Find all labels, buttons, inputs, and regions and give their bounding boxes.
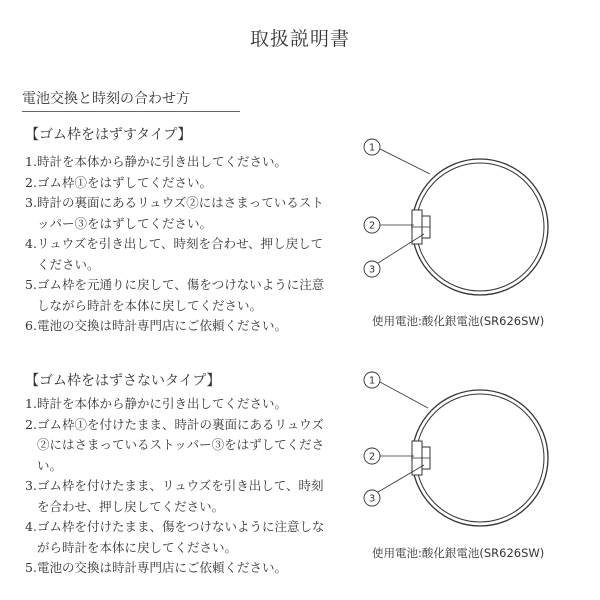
- step-text: ゴム枠を付けたまま、リュウズを引き出して、時刻を合わせ、押し戻してください。: [36, 478, 324, 514]
- step-number: 5.: [25, 560, 37, 575]
- list-item: [25, 558, 325, 579]
- crown-stopper: [412, 210, 430, 244]
- watch-outer-ring: [412, 159, 548, 295]
- step-text: リュウズを引き出して、時刻を合わせ、押し戻してください。: [36, 236, 324, 272]
- list-item: [25, 476, 325, 517]
- step-number: 2.: [25, 416, 37, 432]
- callout-2: [364, 448, 414, 464]
- step-text: ゴム枠①を付けたまま、時計の裏面にあるリュウズ②にはさまっているストッパー③をはずしてください。: [36, 416, 325, 473]
- battery-caption-b: 使用電池:酸化銀電池(SR626SW): [372, 546, 545, 560]
- watch-diagram-a: [362, 132, 562, 292]
- list-item: [25, 152, 325, 173]
- step-number: 6.: [25, 318, 37, 333]
- step-number: 4.: [25, 519, 37, 534]
- step-number: 5.: [25, 277, 37, 292]
- list-item: [25, 517, 325, 558]
- type-b-steps: [25, 394, 325, 579]
- list-item: [25, 316, 325, 337]
- callout-2: [364, 217, 414, 233]
- step-number: 1.: [25, 154, 37, 169]
- callout-1: [364, 139, 430, 174]
- step-number: 4.: [25, 236, 37, 251]
- step-text: ゴム枠①をはずしてください。: [36, 174, 212, 190]
- callout-1-label: 1: [368, 142, 376, 154]
- watch-outer-ring: [412, 390, 548, 526]
- list-item: [25, 234, 325, 275]
- type-a-heading: 【ゴム枠をはずすタイプ】: [25, 127, 192, 143]
- callout-2-label: 2: [368, 220, 376, 232]
- crown-stopper: [412, 441, 430, 475]
- list-item: [25, 415, 325, 477]
- callout-2-label: 2: [368, 451, 376, 463]
- step-number: 3.: [25, 478, 37, 493]
- list-item: [25, 193, 325, 234]
- battery-caption-a: 使用電池:酸化銀電池(SR626SW): [372, 314, 545, 328]
- step-text: 時計を本体から静かに引き出してください。: [36, 154, 287, 169]
- callout-3-label: 3: [368, 493, 376, 505]
- step-text: 時計を本体から静かに引き出してください。: [36, 396, 287, 411]
- callout-3-label: 3: [368, 264, 376, 276]
- list-item: [25, 173, 325, 194]
- type-b-heading: 【ゴム枠をはずさないタイプ】: [25, 373, 221, 389]
- step-text: ゴム枠を付けたまま、傷をつけないように注意しながら時計を本体に戻してください。: [36, 519, 325, 555]
- step-text: 電池の交換は時計専門店にご依頼ください。: [36, 318, 287, 333]
- step-number: 3.: [25, 195, 37, 210]
- page-title: 取扱説明書: [249, 28, 350, 50]
- type-a-steps: [25, 152, 325, 337]
- callout-1-label: 1: [368, 375, 376, 387]
- step-number: 1.: [25, 396, 37, 411]
- step-text: 時計の裏面にあるリュウズ②にはさまっているストッパー③をはずしてください。: [36, 195, 324, 231]
- step-number: 2.: [25, 174, 37, 190]
- callout-1: [364, 372, 428, 408]
- list-item: [25, 394, 325, 415]
- step-text: ゴム枠を元通りに戻して、傷をつけないように注意しながら時計を本体に戻してください。: [36, 277, 325, 313]
- step-text: 電池の交換は時計専門店にご依頼ください。: [36, 560, 287, 575]
- section-heading: 電池交換と時刻の合わせ方: [22, 88, 240, 112]
- watch-diagram-b: [362, 370, 562, 530]
- list-item: [25, 275, 325, 316]
